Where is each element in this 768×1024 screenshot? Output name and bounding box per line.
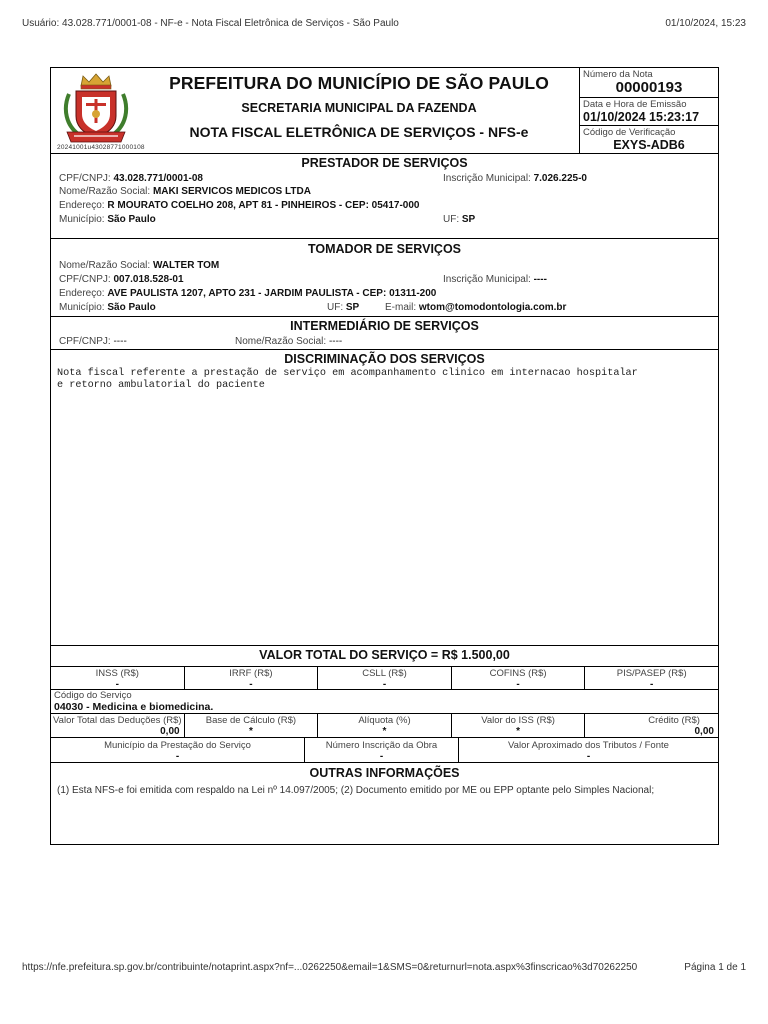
tax-value: -: [249, 679, 253, 690]
discriminacao-text: [57, 368, 713, 392]
calc-deducoes: [51, 714, 185, 737]
service-code: [51, 690, 718, 714]
tax-cofins: [452, 667, 586, 689]
calc-label: Valor do ISS (R$): [481, 715, 555, 726]
tax-value: -: [650, 679, 654, 690]
tomador-im-value: ----: [533, 274, 547, 285]
tomador-im-row: [443, 274, 547, 285]
prestador-heading: PRESTADOR DE SERVIÇOS: [301, 156, 468, 170]
loc-value: -: [175, 751, 180, 762]
tomador-nome-value: WALTER TOM: [152, 260, 220, 271]
print-footer-page: Página 1 de 1: [684, 962, 746, 973]
note-number-value: 00000193: [615, 79, 683, 96]
prestador-uf-label: UF:: [443, 214, 460, 225]
calc-value: 0,00: [694, 726, 714, 737]
tomador-municipio-label: Município:: [59, 302, 105, 313]
calc-aliquota: [318, 714, 452, 737]
location-grid: [51, 738, 718, 763]
divider-prestador: [51, 238, 718, 239]
prestador-cpf-value: 43.028.771/0001-08: [113, 173, 203, 184]
loc-label: Valor Aproximado dos Tributos / Fonte: [508, 740, 669, 751]
emission-value: 01/10/2024 15:23:17: [583, 110, 700, 124]
tomador-endereco-label: Endereço:: [59, 288, 105, 299]
prestador-uf-value: SP: [461, 214, 476, 225]
loc-label: Número Inscrição da Obra: [325, 740, 438, 751]
tomador-municipio-value: São Paulo: [107, 302, 156, 313]
calc-credito: [585, 714, 718, 737]
nfse-title: NOTA FISCAL ELETRÔNICA DE SERVIÇOS - NFS-e: [189, 124, 529, 140]
calc-label: Alíquota (%): [358, 715, 411, 726]
divider-intermediario: [51, 349, 718, 350]
loc-value: -: [586, 751, 591, 762]
tomador-cpf-value: 007.018.528-01: [113, 274, 184, 285]
tax-irrf: [185, 667, 319, 689]
emission-label: Data e Hora de Emissão: [583, 99, 687, 110]
verification-label: Código de Verificação: [583, 127, 676, 138]
service-code-value: 04030 - Medicina e biomedicina.: [54, 701, 214, 713]
prestador-nome-value: MAKI SERVICOS MEDICOS LTDA: [152, 186, 311, 197]
discriminacao-line-1: Nota fiscal referente a prestação de serviço em acompanhamento clinico em internacao hospitalar: [57, 368, 638, 379]
calc-value: *: [248, 726, 253, 737]
print-footer-url[interactable]: https://nfe.prefeitura.sp.gov.br/contribuinte/notaprint.aspx?nf=...0262250&email=1&SMS=0&returnurl=nota.aspx%3finscricao%3d70262250: [22, 962, 638, 973]
coat-caption: 20241001u43028771000108: [57, 144, 145, 151]
calc-base: [185, 714, 319, 737]
tomador-uf-row: [327, 302, 359, 313]
tax-grid: [51, 666, 718, 690]
discriminacao-title: [51, 352, 718, 366]
calc-value: *: [516, 726, 521, 737]
tomador-im-label: Inscrição Municipal:: [443, 274, 531, 285]
verification-cell: [580, 126, 718, 152]
prestador-municipio-row: [59, 214, 156, 225]
verification-value: EXYS-ADB6: [613, 138, 685, 152]
calc-iss: [452, 714, 586, 737]
tax-value: -: [115, 679, 119, 690]
intermediario-nome-value: ----: [328, 336, 343, 347]
prestador-municipio-label: Município:: [59, 214, 105, 225]
intermediario-nome-label: Nome/Razão Social:: [235, 336, 327, 347]
prestador-endereco-value: R MOURATO COELHO 208, APT 81 - PINHEIROS - CEP: 05417-000: [107, 200, 420, 211]
tax-label: COFINS (R$): [489, 668, 547, 679]
prestador-endereco-label: Endereço:: [59, 200, 105, 211]
prestador-endereco-row: [59, 200, 420, 211]
tax-csll: [318, 667, 452, 689]
loc-tributos: [459, 738, 718, 762]
emission-cell: [580, 98, 718, 126]
note-info-box: [579, 68, 718, 153]
nfse-document: [50, 67, 719, 845]
calc-value: *: [382, 726, 387, 737]
tomador-email-value: wtom@tomodontologia.com.br: [418, 302, 567, 313]
sao-paulo-coat-of-arms-icon: [59, 72, 133, 144]
tax-label: CSLL (R$): [362, 668, 407, 679]
tomador-nome-label: Nome/Razão Social:: [59, 260, 151, 271]
tomador-email-row: [385, 302, 566, 313]
document-header: [51, 68, 718, 154]
tax-inss: [51, 667, 185, 689]
prestador-cpf-label: CPF/CNPJ:: [59, 173, 111, 184]
tomador-municipio-row: [59, 302, 156, 313]
tax-label: IRRF (R$): [229, 668, 273, 679]
outras-heading: OUTRAS INFORMAÇÕES: [309, 766, 460, 780]
tomador-heading: TOMADOR DE SERVIÇOS: [307, 242, 462, 256]
divider-discriminacao: [51, 645, 718, 646]
tomador-email-label: E-mail:: [385, 302, 417, 313]
valor-total: VALOR TOTAL DO SERVIÇO = R$ 1.500,00: [259, 648, 510, 662]
intermediario-nome-row: [235, 336, 342, 347]
tax-value: -: [516, 679, 520, 690]
intermediario-cpf-row: [59, 336, 127, 347]
prestador-nome-row: [59, 186, 311, 197]
tax-pis-pasep: [585, 667, 718, 689]
calc-grid: [51, 714, 718, 738]
note-number-label: Número da Nota: [583, 69, 653, 80]
calc-value: 0,00: [160, 726, 180, 737]
print-header-title: Usuário: 43.028.771/0001-08 - NF-e - Nota Fiscal Eletrônica de Serviços - São Paulo: [22, 18, 399, 29]
outras-text: (1) Esta NFS-e foi emitida com respaldo na Lei nº 14.097/2005; (2) Documento emitido por ME ou EPP optante pelo Simples Nacional;: [57, 785, 655, 796]
print-header: [22, 18, 746, 29]
prestador-uf-row: [443, 214, 475, 225]
tomador-endereco-row: [59, 288, 436, 299]
service-code-label: Código do Serviço: [54, 690, 132, 701]
tomador-uf-label: UF:: [327, 302, 344, 313]
intermediario-cpf-value: ----: [113, 336, 127, 347]
tomador-cpf-label: CPF/CNPJ:: [59, 274, 111, 285]
print-header-datetime: 01/10/2024, 15:23: [665, 18, 746, 29]
loc-municipio: [51, 738, 305, 762]
calc-label: Base de Cálculo (R$): [205, 715, 297, 726]
note-number-cell: [580, 68, 718, 98]
prestador-im-row: [443, 173, 587, 184]
tomador-uf-value: SP: [345, 302, 360, 313]
print-footer: [22, 962, 746, 973]
secretaria-subtitle: SECRETARIA MUNICIPAL DA FAZENDA: [241, 101, 477, 115]
calc-label: Valor Total das Deduções (R$): [53, 715, 182, 726]
discriminacao-line-2: e retorno ambulatorial do paciente: [57, 380, 265, 391]
intermediario-cpf-label: CPF/CNPJ:: [59, 336, 111, 347]
tomador-endereco-value: AVE PAULISTA 1207, APTO 231 - JARDIM PAULISTA - CEP: 01311-200: [107, 288, 437, 299]
prestador-nome-label: Nome/Razão Social:: [59, 186, 151, 197]
tax-label: PIS/PASEP (R$): [616, 668, 687, 679]
intermediario-heading: INTERMEDIÁRIO DE SERVIÇOS: [290, 319, 479, 333]
prestador-title: [51, 156, 718, 170]
loc-label: Município da Prestação do Serviço: [104, 740, 251, 751]
tax-label: INSS (R$): [95, 668, 139, 679]
divider-tomador: [51, 316, 718, 317]
tomador-title: [51, 242, 718, 256]
intermediario-title: [51, 319, 718, 333]
loc-obra: [305, 738, 459, 762]
tomador-nome-row: [59, 260, 219, 271]
prefeitura-title: PREFEITURA DO MUNICÍPIO DE SÃO PAULO: [169, 73, 549, 93]
prestador-municipio-value: São Paulo: [107, 214, 156, 225]
calc-label: Crédito (R$): [648, 715, 700, 726]
prestador-im-label: Inscrição Municipal:: [443, 173, 531, 184]
discriminacao-heading: DISCRIMINAÇÃO DOS SERVIÇOS: [284, 352, 485, 366]
prestador-im-value: 7.026.225-0: [533, 173, 587, 184]
tomador-cpf-row: [59, 274, 184, 285]
header-titles: [141, 70, 577, 140]
prestador-cpf-row: [59, 173, 203, 184]
loc-value: -: [379, 751, 384, 762]
tax-value: -: [382, 679, 387, 690]
